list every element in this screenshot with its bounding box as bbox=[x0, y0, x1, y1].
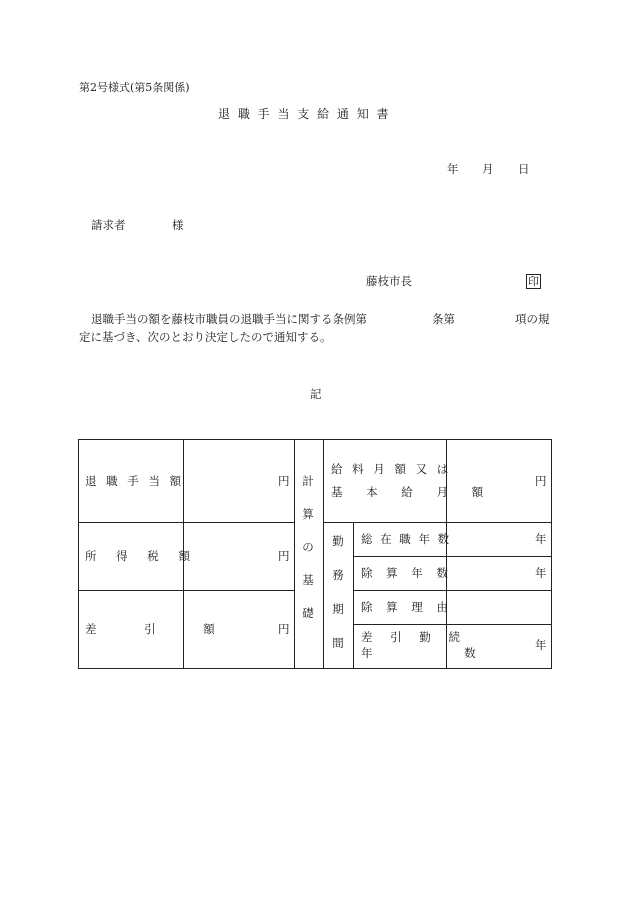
salary-label-line2: 基 本 給 月 額 bbox=[331, 485, 494, 499]
form-number: 第2号様式(第5条関係) bbox=[79, 81, 190, 94]
deducted-years-label: 除 算 年 数 bbox=[361, 566, 453, 580]
basis-char: 礎 bbox=[302, 606, 314, 620]
seal-mark: 印 bbox=[528, 275, 539, 288]
yen-unit-salary: 円 bbox=[535, 474, 547, 488]
basis-char: 計 bbox=[302, 474, 314, 488]
yen-unit-net: 円 bbox=[278, 622, 290, 636]
date-month-label: 月 bbox=[482, 162, 494, 176]
net-years-label-line2: 年 数 bbox=[361, 646, 520, 660]
ki-heading: 記 bbox=[310, 387, 322, 401]
service-char: 勤 bbox=[332, 534, 344, 548]
service-char: 務 bbox=[332, 568, 344, 582]
deduction-reason-label: 除 算 理 由 bbox=[361, 600, 453, 614]
salary-label-line1: 給 料 月 額 又 は bbox=[331, 462, 452, 476]
yen-unit-tax: 円 bbox=[278, 549, 290, 563]
date-day-label: 日 bbox=[518, 162, 530, 176]
date-year-label: 年 bbox=[447, 162, 459, 176]
net-amount-label: 差 引 額 bbox=[85, 622, 237, 636]
service-char: 期 bbox=[332, 602, 344, 616]
retirement-allowance-label: 退 職 手 当 額 bbox=[85, 474, 185, 488]
body-line1-c: 項の規 bbox=[515, 312, 550, 326]
yen-unit-allowance: 円 bbox=[278, 474, 290, 488]
year-unit-total: 年 bbox=[535, 532, 547, 546]
net-years-label-line1: 差 引 勤 続 bbox=[361, 630, 467, 644]
service-period-label bbox=[331, 536, 345, 672]
recipient-honorific: 様 bbox=[172, 218, 184, 232]
allowance-table bbox=[78, 439, 552, 669]
body-line1-a: 退職手当の額を藤枝市職員の退職手当に関する条例第 bbox=[91, 312, 367, 326]
recipient-label: 請求者 bbox=[91, 218, 126, 232]
income-tax-label: 所 得 税 額 bbox=[85, 549, 198, 563]
calculation-basis-label bbox=[301, 476, 315, 641]
total-years-label: 総 在 職 年 数 bbox=[361, 532, 452, 546]
basis-char: の bbox=[302, 540, 314, 554]
issuer-name: 藤枝市長 bbox=[366, 274, 412, 288]
basis-char: 算 bbox=[302, 507, 314, 521]
service-char: 間 bbox=[332, 636, 344, 650]
body-line2: 定に基づき、次のとおり決定したので通知する。 bbox=[79, 330, 332, 344]
basis-char: 基 bbox=[302, 573, 314, 587]
body-line1-b: 条第 bbox=[432, 312, 455, 326]
year-unit-net: 年 bbox=[535, 638, 547, 652]
year-unit-deducted: 年 bbox=[535, 566, 547, 580]
document-title: 退 職 手 当 支 給 通 知 書 bbox=[218, 107, 391, 121]
